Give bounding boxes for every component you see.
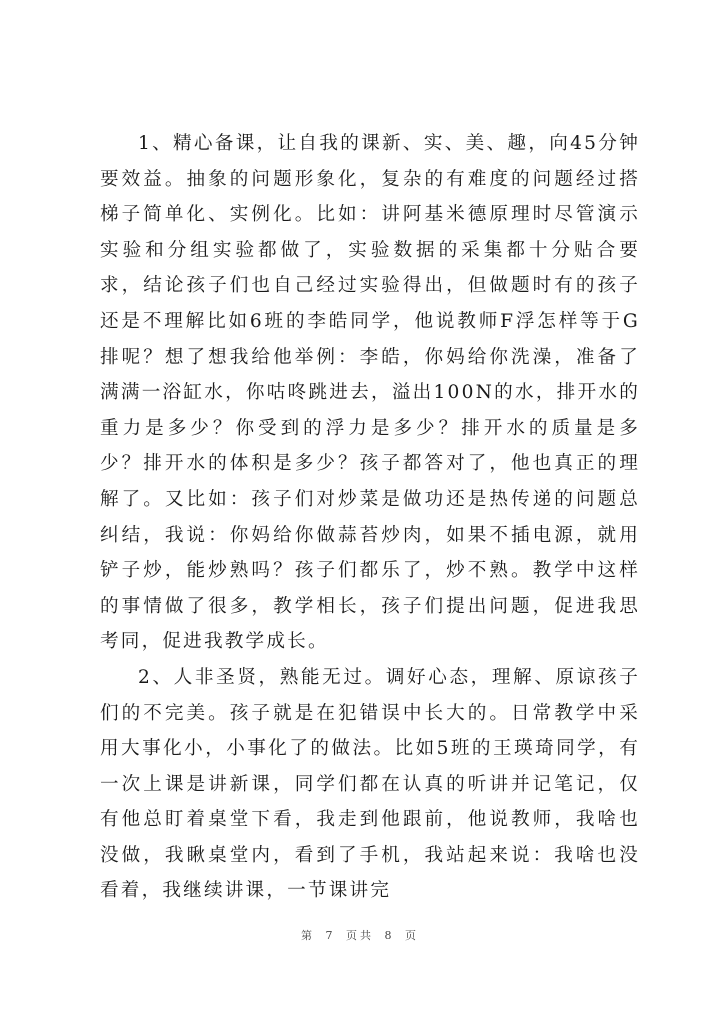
page-footer: 第 7 页共 8 页 (301, 929, 419, 942)
paragraph-1: 1、精心备课，让自我的课新、实、美、趣，向45分钟要效益。抽象的问题形象化，复杂的有难度的问题经过搭梯子简单化、实例化。比如：讲阿基米德原理时尽管演示实验和分组实验都做了，实验数据的采集都十分贴合要求，结论孩子们也自己经过实验得出，但做题时有的孩子还是不理解比如6班的李皓同学，他说教师F浮怎样等于G排呢？想了想我给他举例：李皓，你妈给你洗澡，准备了满满一浴缸水，你咕咚跳进去，溢出100N的水，排开水的重力是多少？你受到的浮力是多少？排开水的质量是多少？排开水的体积是多少？孩子都答对了，他也真正的理解了。又比如：孩子们对炒菜是做功还是热传递的问题总纠结，我说：你妈给你做蒜苔炒肉，如果不插电源，就用铲子炒，能炒熟吗？孩子们都乐了，炒不熟。教学中这样的事情做了很多，教学相长，孩子们提出问题，促进我思考同，促进我教学成长。 (100, 133, 640, 653)
body-text (100, 126, 640, 909)
paragraph-2: 2、人非圣贤，熟能无过。调好心态，理解、原谅孩子们的不完美。孩子就是在犯错误中长大的。日常教学中采用大事化小，小事化了的做法。比如5班的王瑛琦同学，有一次上课是讲新课，同学们都在认真的听讲并记笔记，仅有他总盯着桌堂下看，我走到他跟前，他说教师，我啥也没做，我瞅桌堂内，看到了手机，我站起来说：我啥也没看着，我继续讲课，一节课讲完 (100, 666, 640, 902)
